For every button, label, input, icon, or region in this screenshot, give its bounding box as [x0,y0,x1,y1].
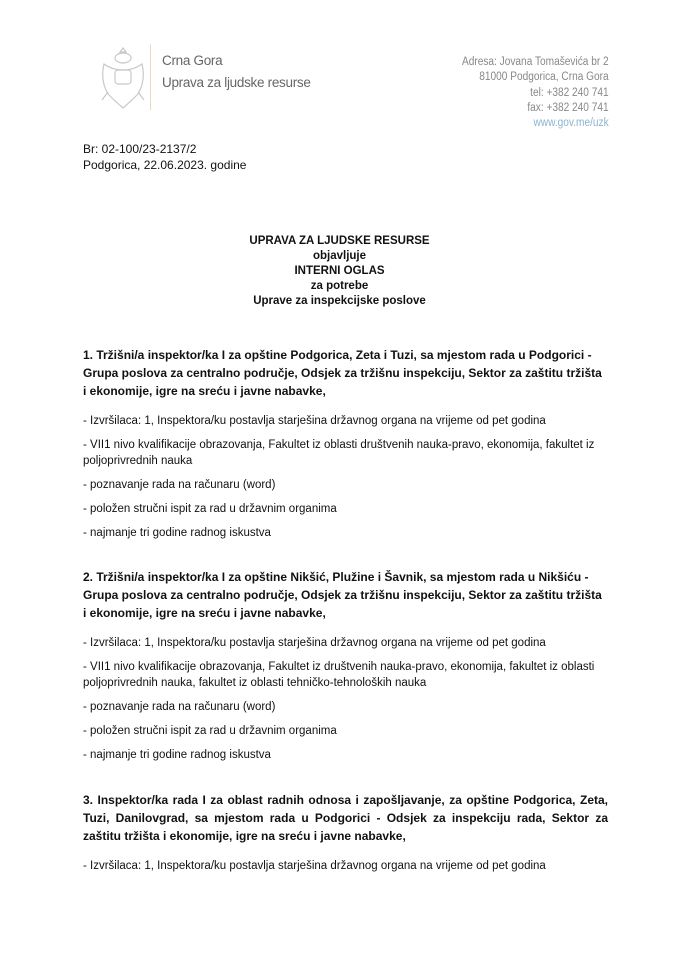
requirement-item: - poznavanje rada na računaru (word) [83,701,276,713]
organization-name [162,50,311,94]
requirement-item: - VII1 nivo kvalifikacije obrazovanja, Fakultet iz društvenih nauka-pravo, ekonomija, fakultet iz oblasti poljoprivrednih nauka, fakultet iz oblasti tehničko-tehnoloških nauka [83,661,595,689]
phone-line: tel: +382 240 741 [530,86,609,99]
address-line: Adresa: Jovana Tomaševića br 2 [462,56,609,68]
website-link[interactable]: www.gov.me/uzk [533,117,609,130]
title-line: objavljuje [312,250,367,262]
position-section-3 [83,791,608,882]
fax-line: fax: +382 240 741 [527,101,609,114]
position-heading: 2. Tržišni/a inspektor/ka I za opštine Nikšić, Plužine i Šavnik, sa mjestom rada u Nikšiću - Grupa poslova za centralno područje, Odsjek za tržišnu inspekciju, Sektor za zaštitu tržišta i ekonomije, igre na sreću i javne nabavke, [83,570,602,620]
requirement-item: - najmanje tri godine radnog iskustva [83,749,271,761]
title-line: za potrebe [310,280,369,292]
requirement-item: - položen stručni ispit za rad u državnim organima [83,503,337,515]
org-agency: Uprava za ljudske resurse [162,75,311,90]
coat-of-arms-logo [98,44,148,112]
requirement-item: - položen stručni ispit za rad u državnim organima [83,725,337,737]
requirement-item: - VII1 nivo kvalifikacije obrazovanja, Fakultet iz oblasti društvenih nauka-pravo, ekonomija, fakultet iz poljoprivrednih nauka [83,439,595,467]
requirement-item: - Izvršilaca: 1, Inspektora/ku postavlja starješina državnog organa na vrijeme od pet godina [83,637,546,649]
requirement-item: - poznavanje rada na računaru (word) [83,479,276,491]
title-line: UPRAVA ZA LJUDSKE RESURSE [249,235,430,247]
requirement-item: - Izvršilaca: 1, Inspektora/ku postavlja starješina državnog organa na vrijeme od pet godina [83,415,546,427]
org-country: Crna Gora [162,53,223,68]
position-section-2 [83,568,608,771]
contact-block [462,55,609,131]
header-divider [150,44,151,110]
document-date: Podgorica, 22.06.2023. godine [83,158,247,172]
requirement-item: - Izvršilaca: 1, Inspektora/ku postavlja starješina državnog organa na vrijeme od pet godina [83,860,546,872]
position-heading: 3. Inspektor/ka rada I za oblast radnih odnosa i zapošljavanje, za opštine Podgorica, Zeta, Tuzi, Danilovgrad, sa mjestom rada u Podgorici - Odsjek za inspekciju rada, Sektor za zaštitu tržišta i ekonomije, igre na sreću i javne nabavke, [83,793,608,843]
reference-number: Br: 02-100/23-2137/2 [83,142,197,156]
city-line: 81000 Podgorica, Crna Gora [479,71,609,84]
reference-block [83,141,246,173]
announcement-title [0,234,679,309]
title-line: INTERNI OGLAS [294,265,385,277]
title-line: Uprave za inspekcijske poslove [253,295,426,307]
position-heading: 1. Tržišni/a inspektor/ka I za opštine Podgorica, Zeta i Tuzi, sa mjestom rada u Podgorici - Grupa poslova za centralno područje, Odsjek za tržišnu inspekciju, Sektor za zaštitu tržišta i ekonomije, igre na sreću i javne nabavke, [83,348,602,398]
position-section-1 [83,346,608,549]
requirement-item: - najmanje tri godine radnog iskustva [83,527,271,539]
